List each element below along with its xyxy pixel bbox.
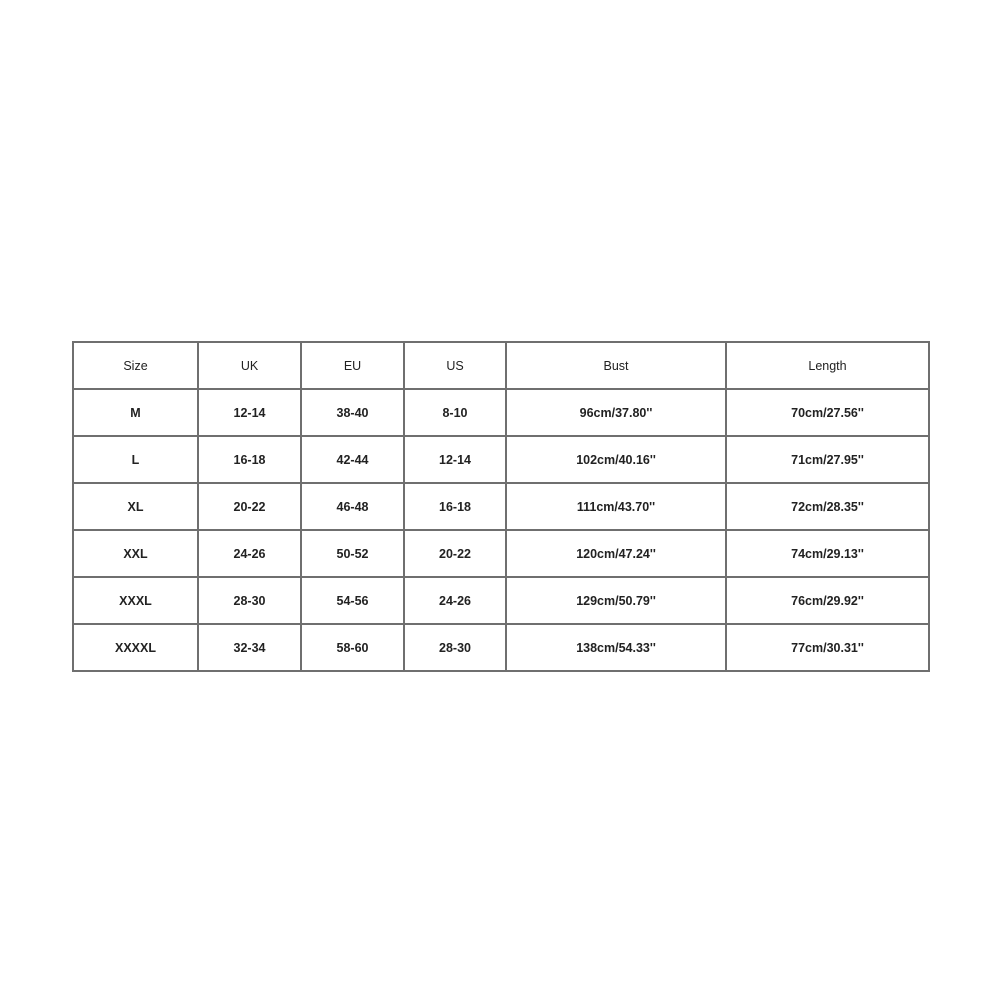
- cell-us: 16-18: [404, 483, 506, 530]
- cell-uk: 24-26: [198, 530, 301, 577]
- cell-bust: 102cm/40.16'': [506, 436, 726, 483]
- table-row: [73, 624, 929, 671]
- cell-length: 74cm/29.13'': [726, 530, 929, 577]
- cell-uk: 16-18: [198, 436, 301, 483]
- cell-length: 72cm/28.35'': [726, 483, 929, 530]
- table-row: [73, 389, 929, 436]
- cell-us: 8-10: [404, 389, 506, 436]
- cell-bust: 111cm/43.70'': [506, 483, 726, 530]
- table-header-row: [73, 342, 929, 389]
- cell-bust: 129cm/50.79'': [506, 577, 726, 624]
- size-chart-table: [72, 341, 930, 672]
- cell-length: 77cm/30.31'': [726, 624, 929, 671]
- cell-bust: 138cm/54.33'': [506, 624, 726, 671]
- header-length: Length: [726, 342, 929, 389]
- cell-bust: 120cm/47.24'': [506, 530, 726, 577]
- table-row: [73, 483, 929, 530]
- cell-uk: 32-34: [198, 624, 301, 671]
- table-row: [73, 530, 929, 577]
- header-eu: EU: [301, 342, 404, 389]
- header-bust: Bust: [506, 342, 726, 389]
- cell-us: 12-14: [404, 436, 506, 483]
- cell-size: XXL: [73, 530, 198, 577]
- cell-eu: 50-52: [301, 530, 404, 577]
- header-us: US: [404, 342, 506, 389]
- cell-size: XXXXL: [73, 624, 198, 671]
- cell-uk: 28-30: [198, 577, 301, 624]
- cell-uk: 20-22: [198, 483, 301, 530]
- table-row: [73, 577, 929, 624]
- table-row: [73, 436, 929, 483]
- cell-length: 71cm/27.95'': [726, 436, 929, 483]
- cell-eu: 58-60: [301, 624, 404, 671]
- cell-uk: 12-14: [198, 389, 301, 436]
- cell-eu: 54-56: [301, 577, 404, 624]
- header-uk: UK: [198, 342, 301, 389]
- cell-size: XXXL: [73, 577, 198, 624]
- cell-eu: 38-40: [301, 389, 404, 436]
- cell-eu: 42-44: [301, 436, 404, 483]
- cell-size: XL: [73, 483, 198, 530]
- cell-size: M: [73, 389, 198, 436]
- cell-length: 70cm/27.56'': [726, 389, 929, 436]
- cell-us: 24-26: [404, 577, 506, 624]
- header-size: Size: [73, 342, 198, 389]
- cell-bust: 96cm/37.80'': [506, 389, 726, 436]
- cell-us: 20-22: [404, 530, 506, 577]
- cell-size: L: [73, 436, 198, 483]
- cell-length: 76cm/29.92'': [726, 577, 929, 624]
- cell-eu: 46-48: [301, 483, 404, 530]
- cell-us: 28-30: [404, 624, 506, 671]
